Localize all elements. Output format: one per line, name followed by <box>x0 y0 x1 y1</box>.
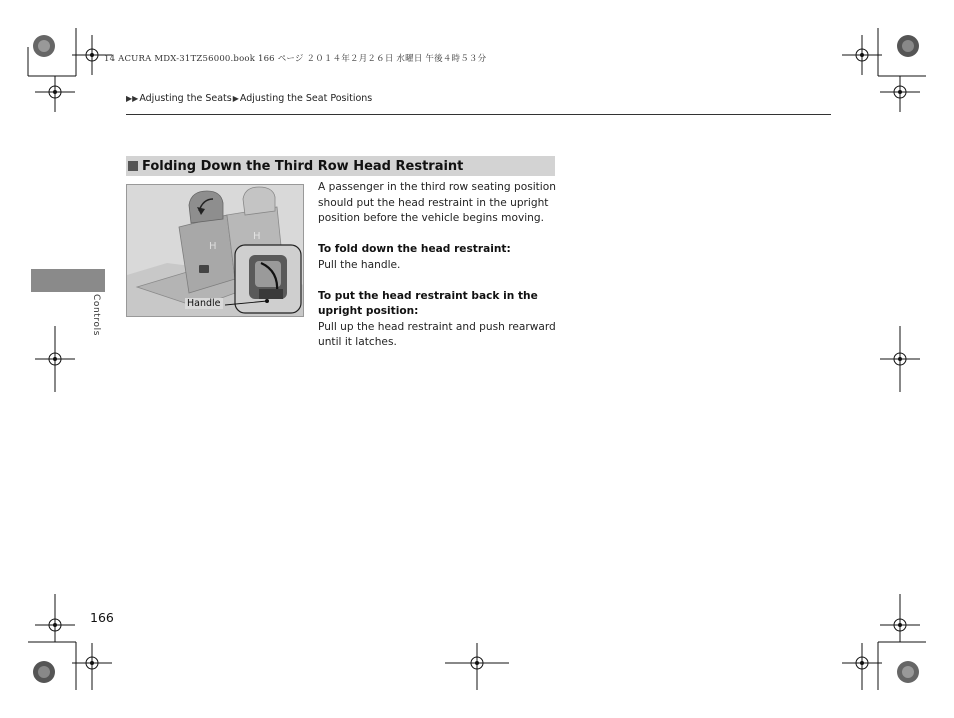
upright-heading: To put the head restraint back in the upright position: <box>318 289 538 317</box>
breadcrumb-arrow-icon: ▶ <box>232 94 239 103</box>
page-number: 166 <box>90 610 114 625</box>
breadcrumb <box>126 93 372 104</box>
chapter-tab[interactable] <box>31 269 105 292</box>
section-square-icon <box>128 161 138 171</box>
svg-text:H: H <box>253 231 261 242</box>
breadcrumb-item-seat-positions[interactable]: Adjusting the Seat Positions <box>239 93 373 104</box>
intro-paragraph: A passenger in the third row seating position should put the head restraint in the upright position before the vehicle begins moving. <box>318 181 556 224</box>
upright-instruction: Pull up the head restraint and push rearward until it latches. <box>318 320 556 348</box>
chapter-tab-label: Controls <box>91 294 101 337</box>
fold-instruction: Pull the handle. <box>318 258 401 271</box>
seat-illustration <box>126 184 304 317</box>
svg-text:H: H <box>209 241 217 252</box>
header-rule <box>126 114 831 115</box>
handle-callout-label: Handle <box>187 298 221 309</box>
instruction-text <box>318 180 558 351</box>
section-title: Folding Down the Third Row Head Restraint <box>142 158 464 174</box>
section-heading-bar <box>126 156 555 176</box>
breadcrumb-item-adjusting-seats[interactable]: Adjusting the Seats <box>139 93 232 104</box>
breadcrumb-arrow-icon: ▶▶ <box>126 94 139 103</box>
fold-heading: To fold down the head restraint: <box>318 243 511 255</box>
print-header: 14 ACURA MDX-31TZ56000.book 166 ページ ２０１４年２月２６日 水曜日 午後４時５３分 <box>104 54 487 64</box>
